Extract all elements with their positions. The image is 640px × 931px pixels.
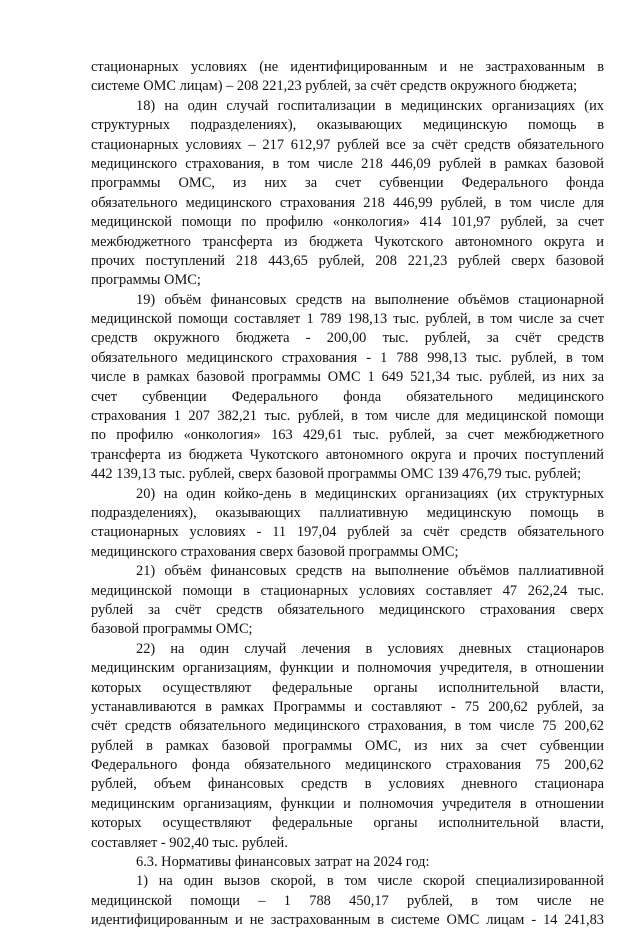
text-line: числе в рамках базовой программы ОМС 1 649 521,34 тыс. рублей, из них за — [91, 369, 604, 386]
text-line: 18) на один случай госпитализации в медицинских организациях (их — [136, 97, 604, 114]
text-line: стационарных условиях - 11 197,04 рублей за счёт средств обязательного — [91, 524, 604, 541]
text-line: счёт средств обязательного медицинского страхования, в том числе 75 200,62 — [91, 718, 604, 735]
text-line: медицинского страхования, в том числе 218 446,09 рублей в рамках базовой — [91, 155, 604, 172]
text-line: медицинского страхования сверх базовой программы ОМС; — [91, 543, 459, 560]
text-line: подразделениях), оказывающих паллиативную медицинскую помощь в — [91, 504, 604, 521]
text-line: системе ОМС лицам) – 208 221,23 рублей, за счёт средств окружного бюджета; — [91, 78, 578, 95]
text-line: 20) на один койко-день в медицинских организациях (их структурных — [136, 485, 604, 502]
text-line: медицинской помощи – 1 788 450,17 рублей, в том числе не — [91, 892, 604, 909]
text-line: которых осуществляют федеральные органы исполнительной власти, — [91, 679, 604, 696]
text-line: 19) объём финансовых средств на выполнение объёмов стационарной — [136, 291, 604, 308]
text-line: медицинским организациям, функции и полномочия учредителя в отношении — [91, 795, 604, 812]
text-line: программы ОМС; — [91, 272, 201, 289]
text-line: рублей за счёт средств обязательного медицинского страхования сверх — [91, 601, 604, 618]
text-line: идентифицированным и не застрахованным в системе ОМС лицам - 14 241,83 — [91, 912, 604, 929]
text-line: по профилю «онкология» 163 429,61 тыс. рублей, за счет межбюджетного — [91, 427, 604, 444]
document-body — [91, 58, 604, 931]
text-line: стационарных условиях (не идентифицированным и не застрахованным в — [91, 59, 604, 75]
text-line: медицинской помощи в стационарных условиях составляет 47 262,24 тыс. — [91, 582, 604, 599]
text-line: составляет - 902,40 тыс. рублей. — [91, 834, 288, 851]
text-line: медицинской помощи по профилю «онкология» 414 101,97 рублей, за счет — [91, 214, 604, 231]
text-line: 442 139,13 тыс. рублей, сверх базовой программы ОМС 139 476,79 тыс. рублей; — [91, 466, 582, 483]
text-line: межбюджетного трансферта из бюджета Чукотского автономного округа и — [91, 233, 604, 250]
text-line: 21) объём финансовых средств на выполнение объёмов паллиативной — [136, 563, 604, 580]
text-line: Федерального фонда обязательного медицинского страхования 75 200,62 — [91, 757, 604, 774]
text-line: 22) на один случай лечения в условиях дневных стационаров — [136, 640, 604, 657]
text-line: которых осуществляют федеральные органы исполнительной власти, — [91, 815, 604, 832]
text-line: медицинским организациям, функции и полномочия учредителя, в отношении — [91, 660, 604, 677]
text-line: программы ОМС, из них за счет субвенции Федерального фонда — [91, 175, 604, 192]
text-line: трансферта из бюджета Чукотского автономного округа и прочих поступлений — [91, 446, 604, 463]
text-line: счет субвенции Федерального фонда обязательного медицинского — [91, 388, 604, 405]
text-line: стационарных условиях – 217 612,97 рублей все за счёт средств обязательного — [91, 136, 604, 153]
text-line: страхования 1 207 382,21 тыс. рублей, в том числе для медицинской помощи — [91, 408, 604, 425]
text-line: 6.3. Нормативы финансовых затрат на 2024 год: — [136, 854, 430, 871]
text-line: рублей в рамках базовой программы ОМС, из них за счет субвенции — [91, 737, 604, 754]
text-line: обязательного медицинского страхования 218 446,99 рублей, в том числе для — [91, 194, 604, 211]
text-line: прочих поступлений 218 443,65 рублей, 208 221,23 рублей сверх базовой — [91, 252, 604, 269]
text-line: 1) на один вызов скорой, в том числе скорой специализированной — [136, 873, 604, 890]
text-line: рублей, объем финансовых средств в условиях дневного стационара — [91, 776, 604, 793]
text-line: обязательного медицинского страхования - 1 788 998,13 тыс. рублей, в том — [91, 349, 604, 366]
text-line: структурных подразделениях), оказывающих медицинскую помощь в — [91, 117, 604, 134]
text-line: медицинской помощи составляет 1 789 198,13 тыс. рублей, в том числе за счет — [91, 311, 604, 328]
text-line: средств окружного бюджета - 200,00 тыс. рублей, за счёт средств — [91, 330, 604, 347]
text-line: устанавливаются в рамках Программы и составляют - 75 200,62 рублей, за — [91, 698, 604, 715]
text-line: базовой программы ОМС; — [91, 621, 253, 638]
